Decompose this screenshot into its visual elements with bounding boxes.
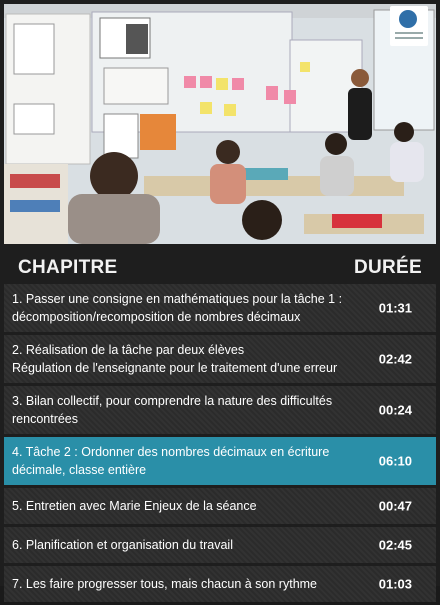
duration-column-header: DURÉE — [353, 257, 422, 278]
chapter-row-2[interactable] — [4, 335, 436, 383]
chapter-row-5[interactable] — [4, 488, 436, 524]
chapter-row-3[interactable] — [4, 386, 436, 434]
logo — [390, 6, 428, 46]
chapter-row-1[interactable] — [4, 284, 436, 332]
chapter-title: 7. Les faire progresser tous, mais chacun à son rythme — [12, 577, 318, 591]
chapter-duration: 02:45 — [378, 537, 412, 553]
classroom-video-still — [4, 4, 436, 244]
chapter-duration: 00:24 — [378, 402, 412, 418]
chapter-list — [4, 284, 436, 605]
chapter-column-header: CHAPITRE — [18, 257, 118, 278]
chapter-duration: 01:03 — [378, 576, 412, 592]
chapter-title: 6. Planification et organisation du travail — [12, 538, 233, 552]
chapter-duration: 06:10 — [378, 453, 412, 469]
logo-stripe — [395, 37, 423, 39]
chapter-duration: 00:47 — [378, 498, 412, 514]
logo-stripe — [395, 32, 423, 34]
chapter-title: 2. Réalisation de la tâche par deux élèves Régulation de l'enseignante pour le traitement d'une erreur — [12, 343, 338, 375]
chapter-row-4-active[interactable] — [4, 437, 436, 485]
chapter-title: 3. Bilan collectif, pour comprendre la nature des difficultés rencontrées — [12, 394, 333, 426]
chapter-title: 5. Entretien avec Marie Enjeux de la séance — [12, 499, 257, 513]
chapter-table-header — [4, 248, 436, 284]
logo-emblem-icon — [399, 10, 417, 28]
video-frame[interactable] — [4, 4, 436, 244]
chapter-row-7[interactable] — [4, 566, 436, 602]
chapter-title: 4. Tâche 2 : Ordonner des nombres décimaux en écriture décimale, classe entière — [12, 445, 330, 477]
chapter-title: 1. Passer une consigne en mathématiques pour la tâche 1 : décomposition/recomposition de nombres décimaux — [12, 292, 343, 324]
chapter-duration: 02:42 — [378, 351, 412, 367]
chapter-row-6[interactable] — [4, 527, 436, 563]
chapter-duration: 01:31 — [378, 300, 412, 316]
